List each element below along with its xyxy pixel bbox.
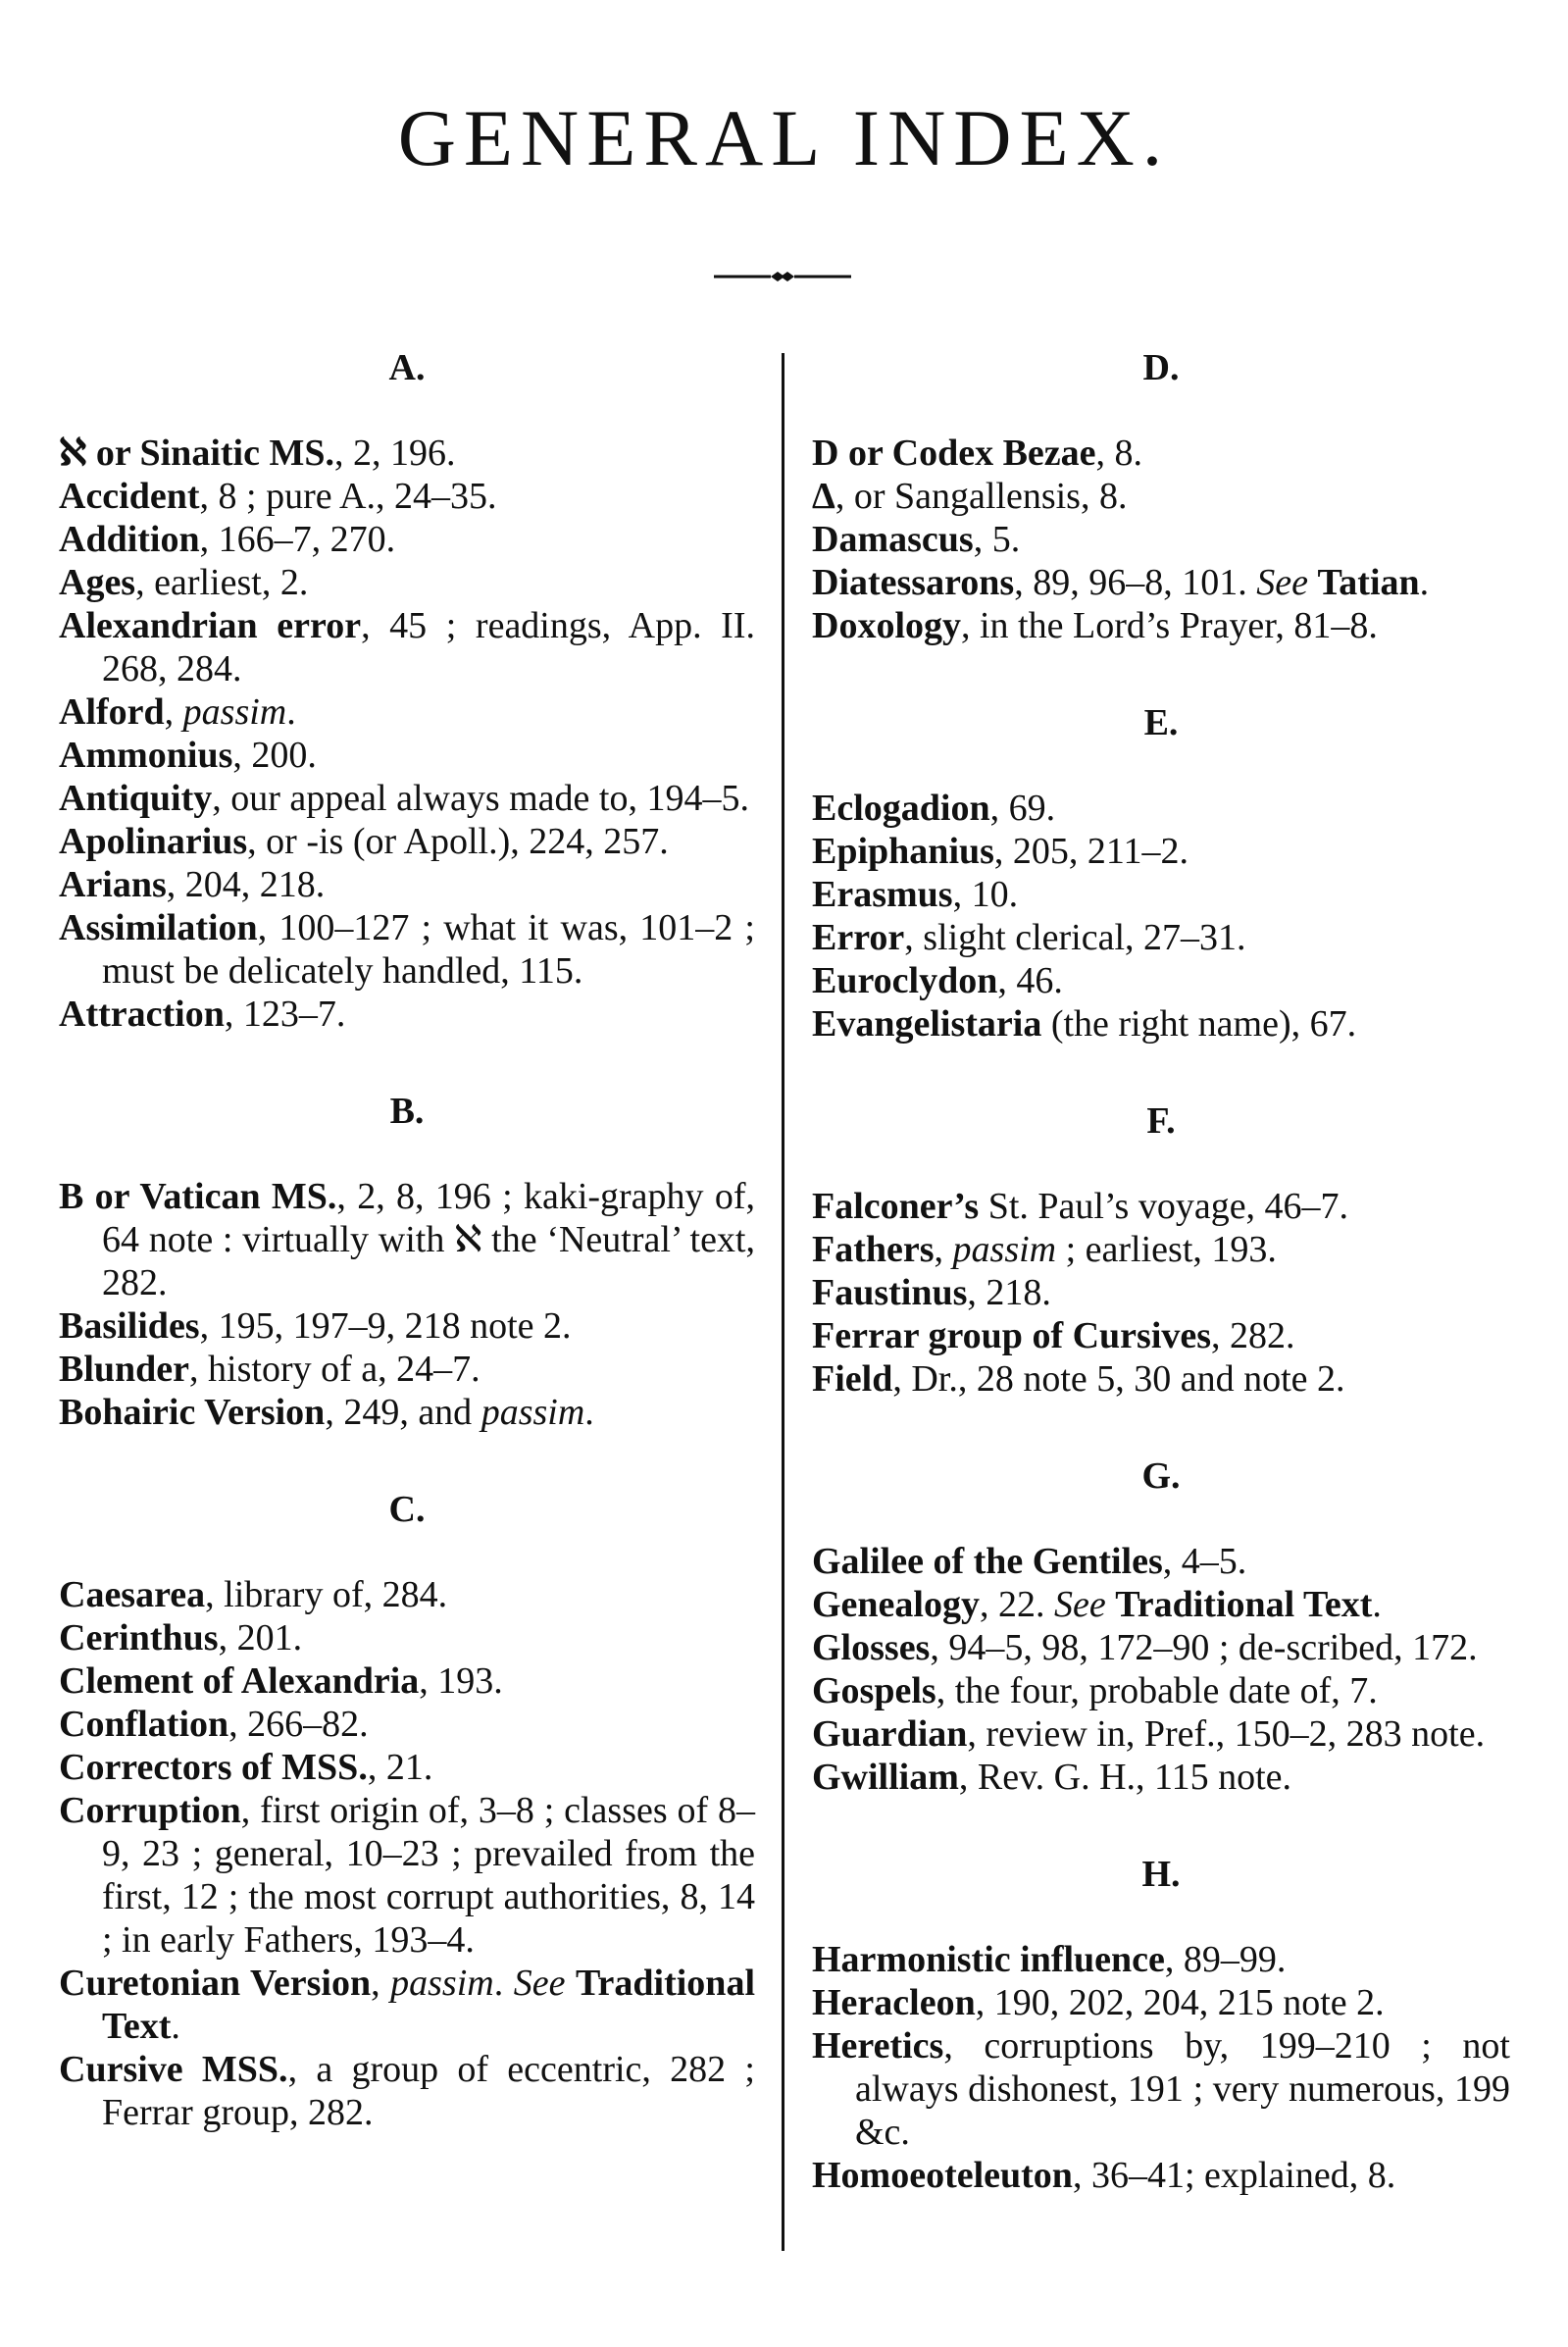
entry-heading: Conflation — [59, 1704, 229, 1745]
entry-heading: Addition — [59, 519, 200, 560]
entry-heading: Heracleon — [812, 1982, 976, 2023]
section-letter: H. — [1141, 1854, 1181, 1895]
entry-heading: Bohairic Version — [59, 1392, 326, 1433]
entry-heading: Traditional Text — [1115, 1584, 1373, 1625]
entry-text: , 166–7, 270. — [199, 519, 396, 560]
entry-heading: Field — [812, 1358, 893, 1400]
section-letter: E. — [1143, 702, 1179, 743]
index-entry — [812, 1669, 1510, 1712]
entry-italic: passim — [481, 1392, 585, 1433]
entry-heading: Cerinthus — [59, 1617, 219, 1658]
index-entry — [59, 690, 755, 734]
entry-text: , a group of eccentric, 282 ; Ferrar group, 282. — [102, 2049, 755, 2133]
entry-heading: Gwilliam — [812, 1757, 959, 1798]
index-entry — [59, 1703, 755, 1746]
entry-text: , 282. — [1211, 1315, 1295, 1356]
entry-heading: Gospels — [812, 1670, 936, 1711]
entry-italic: passim — [952, 1229, 1057, 1270]
index-entry — [812, 1756, 1510, 1799]
index-entry — [812, 1185, 1510, 1228]
entry-text: , 200. — [232, 735, 317, 776]
index-section — [812, 1850, 1510, 2197]
entry-italic: See — [1256, 562, 1308, 603]
entry-italic: See — [513, 1963, 566, 2004]
entry-text: , corruptions by, 199–210 ; not always dishonest, 191 ; very numerous, 199 &c. — [855, 2025, 1510, 2153]
entry-heading: Cursive MSS. — [59, 2049, 288, 2090]
entry-heading: Damascus — [812, 519, 974, 560]
index-section — [59, 343, 755, 1036]
entry-text: , 123–7. — [224, 994, 346, 1035]
entry-heading: Corruption — [59, 1790, 241, 1831]
index-entry — [59, 475, 755, 518]
column-rule — [782, 353, 784, 2251]
entry-text: , in the Lord’s Prayer, 81–8. — [961, 605, 1378, 646]
entry-heading: Antiquity — [59, 778, 213, 819]
index-section — [812, 343, 1510, 647]
index-entry — [812, 1938, 1510, 1981]
entry-heading: Alexandrian error — [59, 605, 362, 646]
entry-text: St. Paul’s voyage, 46–7. — [979, 1186, 1349, 1227]
index-entry — [812, 1540, 1510, 1583]
entry-text: , 204, 218. — [166, 864, 326, 905]
left-column — [59, 343, 755, 2185]
entry-italic: passim — [390, 1963, 494, 2004]
entry-text — [1308, 562, 1318, 603]
entry-heading: Ammonius — [59, 735, 233, 776]
entry-text: , 89–99. — [1164, 1939, 1287, 1980]
section-letter: F. — [1146, 1100, 1176, 1142]
entry-heading: Attraction — [59, 994, 225, 1035]
entry-text: , 190, 202, 204, 215 note 2. — [975, 1982, 1385, 2023]
index-entry — [59, 1616, 755, 1659]
entry-heading: Blunder — [59, 1349, 190, 1390]
index-entry — [812, 518, 1510, 561]
index-entry — [812, 916, 1510, 959]
entry-heading: Epiphanius — [812, 831, 994, 872]
index-entry — [812, 561, 1510, 604]
entry-heading: Basilides — [59, 1305, 200, 1347]
index-entry — [59, 1391, 755, 1434]
index-entry — [812, 475, 1510, 518]
entry-text: , 218. — [967, 1272, 1051, 1313]
entry-heading: Error — [812, 917, 905, 958]
entry-heading: Correctors of MSS. — [59, 1747, 368, 1788]
entry-italic: See — [1053, 1584, 1106, 1625]
index-entry — [812, 1357, 1510, 1401]
entry-text: . — [584, 1392, 594, 1433]
entry-text: , 89, 96–8, 101. — [1014, 562, 1257, 603]
index-entry — [812, 1228, 1510, 1271]
entry-heading: Caesarea — [59, 1574, 206, 1615]
index-entry — [59, 1962, 755, 2048]
entry-text: ; earliest, 193. — [1056, 1229, 1277, 1270]
entry-text: , 100–127 ; what it was, 101–2 ; must be delicately handled, 115. — [102, 907, 755, 992]
index-entry — [812, 604, 1510, 647]
entry-text — [1106, 1584, 1116, 1625]
entry-heading: Galilee of the Gentiles — [812, 1541, 1163, 1582]
ornament-divider — [714, 257, 851, 296]
entry-text: . — [1372, 1584, 1382, 1625]
entry-text: , first origin of, 3–8 ; classes of 8–9, 23 ; general, 10–23 ; prevailed from the first, 12 ; the most corrupt authorities, 8, 14 ; in early Fathers, 193–4. — [102, 1790, 755, 1961]
index-entry — [812, 1981, 1510, 2024]
index-entry — [59, 1348, 755, 1391]
entry-italic: passim — [182, 691, 287, 733]
entry-text: . — [171, 2006, 180, 2047]
page-title: GENERAL INDEX. — [397, 93, 1171, 182]
entry-heading: Ages — [59, 562, 136, 603]
entry-heading: Euroclydon — [812, 960, 998, 1001]
entry-text: , or Sangallensis, 8. — [835, 476, 1128, 517]
entry-text: , Rev. G. H., 115 note. — [958, 1757, 1292, 1798]
index-entry — [59, 820, 755, 863]
index-entry — [59, 1175, 755, 1304]
entry-heading: Homoeoteleuton — [812, 2155, 1073, 2196]
index-entry — [59, 863, 755, 906]
entry-text: , 69. — [989, 788, 1056, 829]
index-entry — [59, 734, 755, 777]
entry-heading: Diatessarons — [812, 562, 1015, 603]
index-entry — [812, 1626, 1510, 1669]
section-letter: A. — [388, 347, 426, 388]
entry-text: , 45 ; readings, App. II. 268, 284. — [102, 605, 755, 689]
entry-text: . — [493, 1963, 514, 2004]
entry-text: , 10. — [952, 874, 1019, 915]
entry-text: , the four, probable date of, 7. — [936, 1670, 1378, 1711]
entry-text — [565, 1963, 576, 2004]
index-section — [59, 1485, 755, 2134]
entry-text: , 46. — [997, 960, 1063, 1001]
section-letter: D. — [1142, 347, 1180, 388]
entry-text: , 193. — [419, 1660, 503, 1702]
entry-text: , 195, 197–9, 218 note 2. — [199, 1305, 572, 1347]
entry-heading: Genealogy — [812, 1584, 980, 1625]
entry-text: , 22. — [979, 1584, 1054, 1625]
entry-text: , earliest, 2. — [135, 562, 309, 603]
index-entry — [59, 906, 755, 993]
section-letter: G. — [1141, 1455, 1181, 1497]
entry-text: , library of, 284. — [205, 1574, 448, 1615]
index-entry — [59, 1304, 755, 1348]
entry-text: , 5. — [973, 519, 1021, 560]
index-entry — [59, 993, 755, 1036]
entry-text: , 8. — [1095, 433, 1143, 474]
entry-heading: Clement of Alexandria — [59, 1660, 420, 1702]
entry-heading: D or Codex Bezae — [812, 433, 1096, 474]
entry-heading: Arians — [59, 864, 167, 905]
entry-heading: B or Vatican MS. — [59, 1176, 337, 1217]
entry-text: , 201. — [218, 1617, 303, 1658]
entry-text: , 36–41; explained, 8. — [1072, 2155, 1396, 2196]
section-letter: B. — [389, 1091, 425, 1132]
entry-text: , 2, 196. — [333, 433, 456, 474]
index-entry — [812, 1314, 1510, 1357]
entry-heading: Evangelistaria — [812, 1003, 1042, 1045]
index-entry — [812, 1271, 1510, 1314]
section-letter: C. — [388, 1489, 426, 1530]
entry-heading: Fathers — [812, 1229, 935, 1270]
entry-text: , or -is (or Apoll.), 224, 257. — [247, 821, 669, 862]
entry-heading: Faustinus — [812, 1272, 968, 1313]
entry-heading: Guardian — [812, 1713, 968, 1755]
index-entry — [812, 2154, 1510, 2197]
index-section — [812, 1452, 1510, 1799]
entry-text: , 8 ; pure A., 24–35. — [199, 476, 497, 517]
index-entry — [59, 561, 755, 604]
entry-text: . — [1419, 562, 1430, 603]
entry-heading: Δ — [812, 476, 835, 517]
index-entry — [59, 518, 755, 561]
entry-heading: Alford — [59, 691, 165, 733]
entry-text: , history of a, 24–7. — [189, 1349, 481, 1390]
index-section — [812, 698, 1510, 1046]
entry-text: , 94–5, 98, 172–90 ; de-scribed, 172. — [930, 1627, 1478, 1668]
index-entry — [812, 1583, 1510, 1626]
index-section — [812, 1097, 1510, 1401]
entry-heading: Ferrar group of Cursives — [812, 1315, 1212, 1356]
entry-heading: Apolinarius — [59, 821, 248, 862]
index-entry — [59, 1573, 755, 1616]
entry-heading: Traditional Text — [102, 1963, 756, 2047]
entry-text: , — [934, 1229, 953, 1270]
entry-heading: ℵ or Sinaitic MS. — [59, 433, 334, 474]
index-entry — [812, 432, 1510, 475]
index-section — [59, 1087, 755, 1434]
entry-heading: Heretics — [812, 2025, 944, 2066]
index-entry — [59, 604, 755, 690]
index-entry — [812, 830, 1510, 873]
index-entry — [59, 1659, 755, 1703]
entry-heading: Eclogadion — [812, 788, 990, 829]
entry-heading: Accident — [59, 476, 200, 517]
entry-heading: Doxology — [812, 605, 961, 646]
index-entry — [812, 873, 1510, 916]
index-entry — [59, 432, 755, 475]
entry-heading: Glosses — [812, 1627, 931, 1668]
entry-heading: Curetonian Version — [59, 1963, 372, 2004]
entry-text: , 2, 8, 196 ; kaki-graphy of, 64 note : virtually with ℵ the ‘Neutral’ text, 282. — [102, 1176, 755, 1303]
entry-heading: Harmonistic influence — [812, 1939, 1165, 1980]
entry-text: , 266–82. — [228, 1704, 369, 1745]
entry-text: , slight clerical, 27–31. — [904, 917, 1246, 958]
right-column — [812, 343, 1510, 2248]
entry-heading: Tatian — [1317, 562, 1420, 603]
index-entry — [59, 1789, 755, 1962]
entry-heading: Falconer’s — [812, 1186, 980, 1227]
index-entry — [812, 787, 1510, 830]
entry-text: , — [164, 691, 183, 733]
entry-text: , 205, 211–2. — [993, 831, 1189, 872]
index-entry — [59, 777, 755, 820]
entry-text: . — [286, 691, 296, 733]
entry-text: (the right name), 67. — [1041, 1003, 1357, 1045]
entry-heading: Assimilation — [59, 907, 258, 948]
index-entry — [812, 1712, 1510, 1756]
index-entry — [59, 1746, 755, 1789]
entry-text: , review in, Pref., 150–2, 283 note. — [967, 1713, 1486, 1755]
entry-text: , 4–5. — [1162, 1541, 1247, 1582]
entry-heading: Erasmus — [812, 874, 953, 915]
index-entry — [59, 2048, 755, 2134]
entry-text: , Dr., 28 note 5, 30 and note 2. — [892, 1358, 1345, 1400]
index-entry — [812, 959, 1510, 1002]
index-entry — [812, 2024, 1510, 2154]
entry-text: , — [371, 1963, 391, 2004]
entry-text: , 21. — [367, 1747, 433, 1788]
entry-text: , our appeal always made to, 194–5. — [212, 778, 749, 819]
index-entry — [812, 1002, 1510, 1046]
entry-text: , 249, and — [325, 1392, 481, 1433]
